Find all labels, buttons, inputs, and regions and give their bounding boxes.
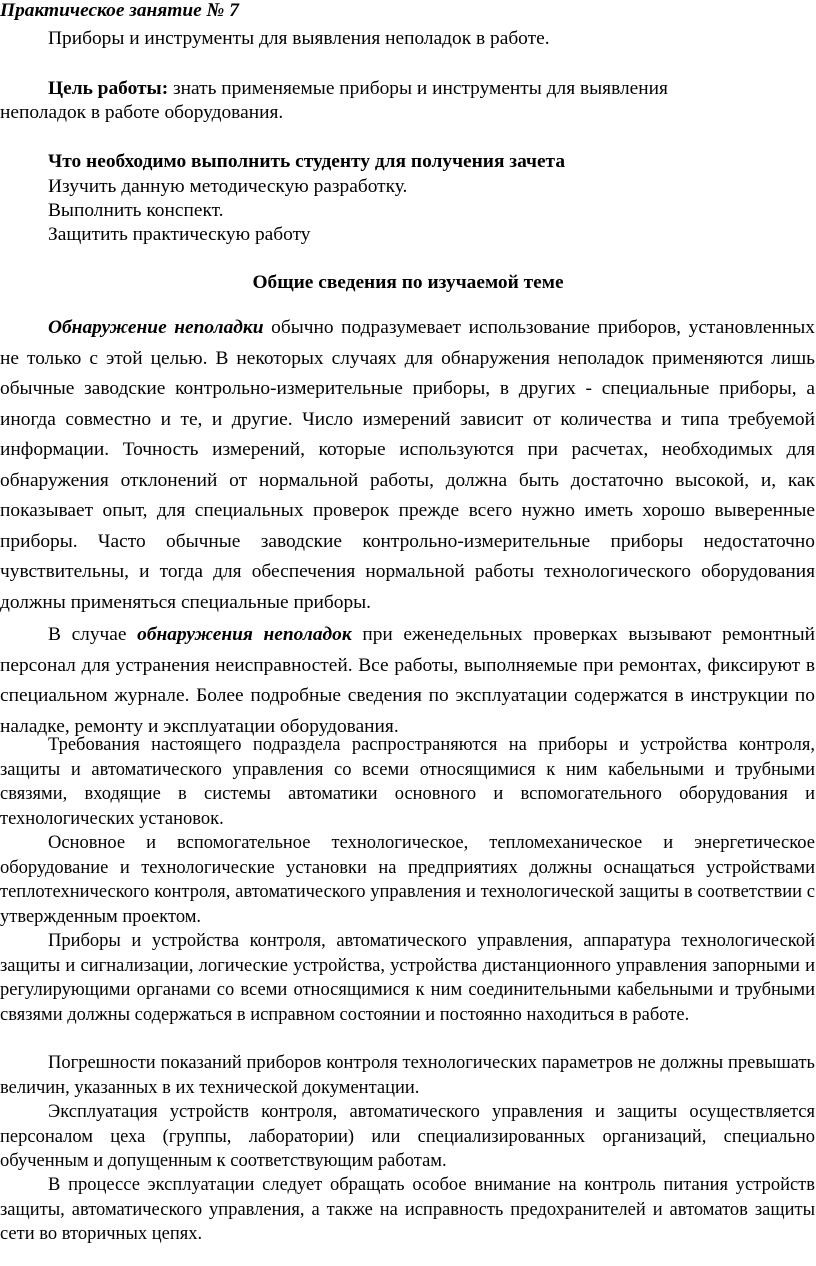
- topic-subtitle: Приборы и инструменты для выявления неполадок в работе.: [48, 28, 550, 49]
- paragraph-text: при еженедельных проверках вызывают ремонтный персонал для устранения неисправностей. Все работы, выполняемые при ремонтах, фиксируют в специальном журнале. Более подробные сведения по эксплуатации содержатся в инструкции по наладке, ремонту и эксплуатации оборудования.: [0, 624, 815, 737]
- paragraph-equipment: Основное и вспомогательное технологическое, тепломеханическое и энергетическое оборудование и технологические установки на предприятиях должны оснащаться устройствами теплотехнического контроля, автоматического управления и технологической защиты в соответствии с утвержденным проектом.: [0, 833, 815, 927]
- tasks-heading: Что необходимо выполнить студенту для получения зачета: [48, 151, 566, 172]
- paragraph-text: В случае: [48, 624, 138, 645]
- paragraph-detection: [0, 313, 815, 618]
- paragraph-text: обычно подразумевает использование приборов, установленных не только с этой целью. В некоторых случаях для обнаружения неполадок применяются лишь обычные заводские контрольно-измерительные приборы, в других - специальные приборы, а иногда совместно и те, и другие. Число измерений зависит от количества и типа требуемой информации. Точность измерений, которые используются при расчетах, необходимых для обнаружения отклонений от нормальной работы, должна быть достаточно высокой, и, как показывает опыт, для специальных проверок прежде всего нужно иметь хорошо выверенные приборы. Часто обычные заводские контрольно-измерительные приборы недостаточно чувствительны, и тогда для обеспечения нормальной работы технологического оборудования должны применяться специальные приборы.: [0, 317, 815, 613]
- task-item: Защитить практическую работу: [48, 224, 311, 245]
- paragraph-monitoring: В процессе эксплуатации следует обращать особое внимание на контроль питания устройств защиты, автоматического управления, а также на исправность предохранителей и автоматов защиты сети во вторичных цепях.: [0, 1175, 815, 1244]
- paragraph-requirements: Требования настоящего подраздела распространяются на приборы и устройства контроля, защиты и автоматического управления со всеми относящимися к ним кабельными и трубными связями, входящие в системы автоматики основного и вспомогательного оборудования и технологических установок.: [0, 735, 815, 829]
- task-item: Изучить данную методическую разработку.: [48, 176, 408, 197]
- paragraph-devices: Приборы и устройства контроля, автоматического управления, аппаратура технологической защиты и сигнализации, логические устройства, устройства дистанционного управления запорными и регулирующими органами со всеми относящимися к ним соединительными кабельными и трубными связями должны содержаться в исправном состоянии и постоянно находиться в работе.: [0, 931, 815, 1025]
- section-title: Общие сведения по изучаемой теме: [252, 272, 564, 293]
- task-item: Выполнить конспект.: [48, 200, 224, 221]
- paragraph-repair: [0, 620, 815, 742]
- goal-text-continuation: неполадок в работе оборудования.: [0, 102, 284, 123]
- page-title: Практическое занятие № 7: [0, 0, 239, 21]
- paragraph-operation: Эксплуатация устройств контроля, автоматического управления и защиты осуществляется персоналом цеха (группы, лаборатории) или специализированных организаций, специально обученным и допущенным к соответствующим работам.: [0, 1102, 815, 1171]
- goal-line: [48, 76, 668, 102]
- paragraph-errors: Погрешности показаний приборов контроля технологических параметров не должны превышать величин, указанных в их технической документации.: [0, 1053, 815, 1098]
- goal-text: знать применяемые приборы и инструменты для выявления: [168, 78, 668, 99]
- paragraph-lead-term: Обнаружение неполадки: [48, 317, 264, 338]
- goal-label: Цель работы:: [48, 78, 169, 99]
- paragraph-emphasis: обнаружения неполадок: [137, 624, 352, 645]
